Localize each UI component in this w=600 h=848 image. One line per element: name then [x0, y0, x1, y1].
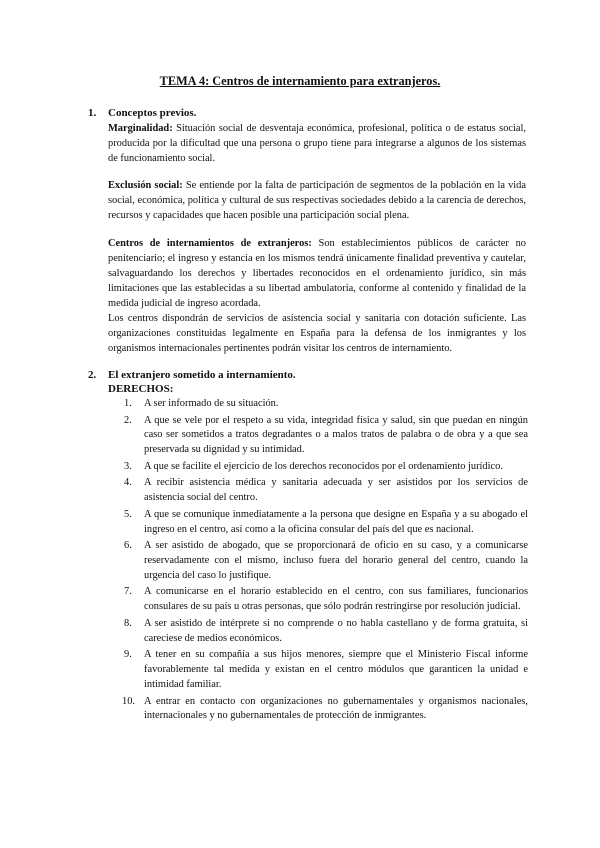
list-item-text: A entrar en contacto con organizaciones no gubernamentales y organismos nacionales, internacionales y no gubernamentales de protección de inmigrantes. — [144, 695, 528, 722]
list-item-text: A tener en su compañía a sus hijos menores, siempre que el Ministerio Fiscal informe favorablemente tal medida y existan en el centro módulos que garanticen la unidad e intimidad familiar. — [144, 649, 528, 691]
list-item-text: A ser informado de su situación. — [144, 398, 279, 409]
list-item — [108, 585, 528, 615]
list-item-text: A recibir asistencia médica y sanitaria adecuada y ser asistidos por los servicios de asistencia social del centro. — [144, 477, 528, 504]
section-1-title: Conceptos previos. — [108, 107, 197, 119]
list-item-text: A que se facilite el ejercicio de los derechos reconocidos por el ordenamiento jurídico. — [144, 460, 503, 472]
list-item — [108, 508, 528, 538]
list-item — [108, 397, 528, 412]
term-marginalidad: Marginalidad: — [108, 123, 173, 134]
list-item-number: 5. — [124, 508, 132, 520]
list-item-text: A ser asistido de intérprete si no comprende o no habla castellano y de forma gratuita, si careciese de medios económicos. — [144, 617, 528, 644]
derechos-label: DERECHOS: — [108, 383, 174, 395]
section-1-number: 1. — [88, 107, 97, 119]
definition-centros-internamiento — [108, 236, 526, 311]
list-item — [108, 648, 528, 693]
page-title: TEMA 4: Centros de internamiento para extranjeros. — [159, 74, 441, 88]
section-2-heading — [88, 369, 296, 381]
list-item — [108, 617, 528, 647]
section-1-heading — [88, 107, 196, 119]
list-item-number: 7. — [124, 586, 132, 598]
list-item-text: A comunicarse en el horario establecido en el centro, con sus familiares, funcionarios consulares de su país u otras personas, que sólo podrán restringirse por resolución judicial. — [144, 586, 528, 613]
definition-marginalidad — [108, 121, 526, 166]
section-2-number: 2. — [88, 369, 97, 381]
definition-exclusion-social — [108, 178, 526, 223]
paragraph-centros-servicios: Los centros dispondrán de servicios de asistencia social y sanitaria con dotación suficiente. Las organizaciones constituidas legalmente en España para la defensa de los inmigrantes y los organismos internacionales pertinentes podrán visitar los centros de internamiento. — [108, 313, 526, 355]
term-exclusion-social: Exclusión social: — [108, 180, 183, 191]
list-item — [108, 460, 528, 475]
list-item-number: 4. — [124, 477, 132, 489]
list-item-number: 9. — [124, 649, 132, 661]
list-item-text: A ser asistido de abogado, que se proporcionará de oficio en su caso, y a comunicarse reservadamente con el mismo, incluso fuera del horario general del centro, cuando la urgencia del caso lo justifique. — [144, 540, 528, 581]
list-item-number: 3. — [124, 460, 132, 472]
list-item-number: 8. — [124, 617, 132, 629]
text-exclusion-social: Se entiende por la falta de participación de segmentos de la población en la vida social, económica, política y cultural de sus respectivas sociedades debido a la carencia de derechos, recursos y capacidades que hacen posible una participación social plena. — [108, 180, 526, 222]
list-item — [108, 539, 528, 584]
list-item — [108, 695, 528, 725]
text-marginalidad: Situación social de desventaja económica, profesional, política o de estatus social, producida por la dificultad que una persona o grupo tiene para integrarse a algunos de los sistemas de funcionamiento social. — [108, 123, 526, 165]
list-item — [108, 476, 528, 506]
list-item-number: 6. — [124, 540, 132, 552]
list-item-number: 2. — [124, 414, 132, 426]
text-centros-internamiento: Son establecimientos públicos de carácter no penitenciario; el ingreso y estancia en los mismos tendrá únicamente finalidad preventiva y cautelar, salvaguardando los derechos y libertades reconocidos en el ordenamiento jurídico, sin más limitaciones que las establecidas a su libertad ambulatoria, conforme al contenido y finalidad de la medida judicial de ingreso acordada. — [108, 238, 527, 310]
rights-list — [108, 397, 528, 726]
term-centros-internamiento: Centros de internamientos de extranjeros: — [108, 238, 312, 249]
list-item-number: 1. — [124, 398, 132, 409]
list-item — [108, 414, 528, 459]
section-2-title: El extranjero sometido a internamiento. — [108, 369, 296, 381]
list-item-number: 10. — [122, 695, 135, 707]
list-item-text: A que se vele por el respeto a su vida, integridad física y salud, sin que puedan en ningún caso ser sometidos a tratos degradantes o a malos tratos de palabra o de obra y a que sea preservada su dignidad y su intimidad. — [144, 414, 528, 456]
list-item-text: A que se comunique inmediatamente a la persona que designe en España y a su abogado el ingreso en el centro, así como a la oficina consular del país del que es nacional. — [144, 508, 528, 535]
